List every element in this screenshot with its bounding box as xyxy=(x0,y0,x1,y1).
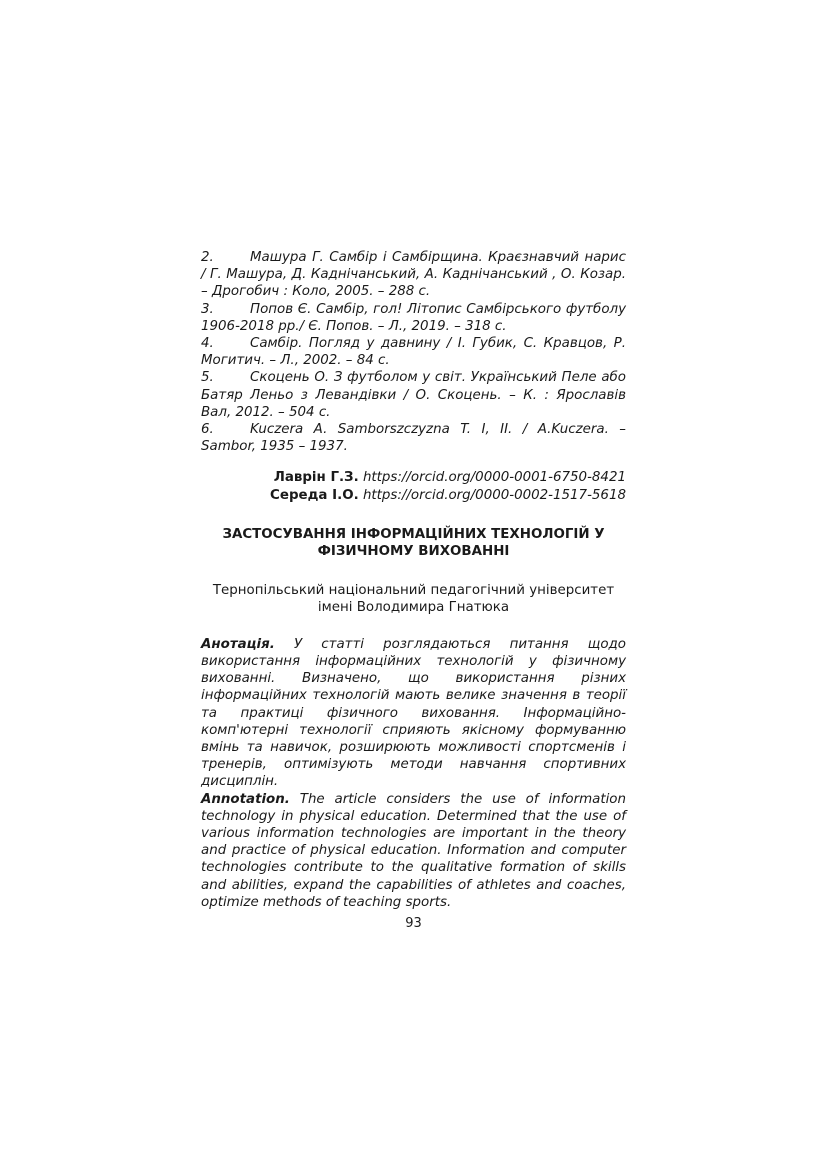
abstract-english-label: Annotation. xyxy=(201,791,290,807)
author-name: Лаврін Г.З. xyxy=(273,470,359,486)
author-name: Середа І.О. xyxy=(270,487,359,503)
reference-number: 4. xyxy=(201,336,214,352)
author-line xyxy=(201,487,626,504)
reference-list xyxy=(201,249,626,455)
reference-text: Самбір. Погляд у давнину / І. Губик, С. Кравцов, Р. Могитич. – Л., 2002. – 84 с. xyxy=(201,336,626,369)
reference-item xyxy=(201,301,626,335)
author-orcid-link[interactable]: https://orcid.org/0000-0001-6750-8421 xyxy=(362,470,626,486)
author-orcid-link[interactable]: https://orcid.org/0000-0002-1517-5618 xyxy=(362,487,626,503)
reference-item xyxy=(201,421,626,455)
article-title: ЗАСТОСУВАННЯ ІНФОРМАЦІЙНИХ ТЕХНОЛОГІЙ У ФІЗИЧНОМУ ВИХОВАННІ xyxy=(222,526,605,560)
reference-number: 2. xyxy=(201,250,214,265)
author-line xyxy=(201,469,626,486)
abstract-ukrainian-label: Анотація. xyxy=(201,636,275,652)
reference-number: 5. xyxy=(201,370,214,386)
abstract-ukrainian-text: У статті розглядаються питання щодо використання інформаційних технологій у фізичному вихованні. Визначено, що використання різних інформаційних технологій мають велике значення в теорії та практиці фізичного виховання. Інформаційно-комп'ютерні технології сприяють якісному формуванню вмінь та навичок, розширюють можливості спортсменів і тренерів, оптимізують методи навчання спортивних дисциплін. xyxy=(201,636,626,790)
reference-number: 3. xyxy=(201,301,214,317)
abstract-english-text: The article considers the use of information technology in physical education. Determined that the use of various information technologies are important in the theory and practice of physical education. Information and computer technologies contribute to the qualitative formation of skills and abilities, expand the capabilities of athletes and coaches, optimize methods of teaching sports. xyxy=(201,791,626,910)
author-list xyxy=(201,469,626,503)
abstract-ukrainian xyxy=(201,636,626,791)
reference-text: Машура Г. Самбір і Самбірщина. Краєзнавчий нарис / Г. Машура, Д. Каднічанський, А. Каднічанський , О. Козар. – Дрогобич : Коло, 2005. – 288 с. xyxy=(201,250,626,300)
reference-text: Kuczera A. Samborszczyzna T. I, II. / A.Kuczera. – Sambor, 1935 – 1937. xyxy=(201,422,626,455)
reference-item xyxy=(201,335,626,369)
page-number: 93 xyxy=(405,916,422,931)
reference-text: Попов Є. Самбір, гол! Літопис Самбірського футболу 1906-2018 рр./ Є. Попов. – Л., 2019. – 318 с. xyxy=(201,301,626,334)
reference-item xyxy=(201,249,626,301)
abstracts xyxy=(201,636,626,911)
abstract-english xyxy=(201,791,626,911)
reference-number: 6. xyxy=(201,422,214,438)
reference-text: Скоцень О. З футболом у світ. Український Пеле або Батяр Леньо з Левандівки / О. Скоцень. – К. : Ярославів Вал, 2012. – 504 с. xyxy=(201,370,626,420)
reference-item xyxy=(201,369,626,421)
page-content xyxy=(201,249,626,911)
affiliation: Тернопільський національний педагогічний університет імені Володимира Гнатюка xyxy=(212,582,615,616)
